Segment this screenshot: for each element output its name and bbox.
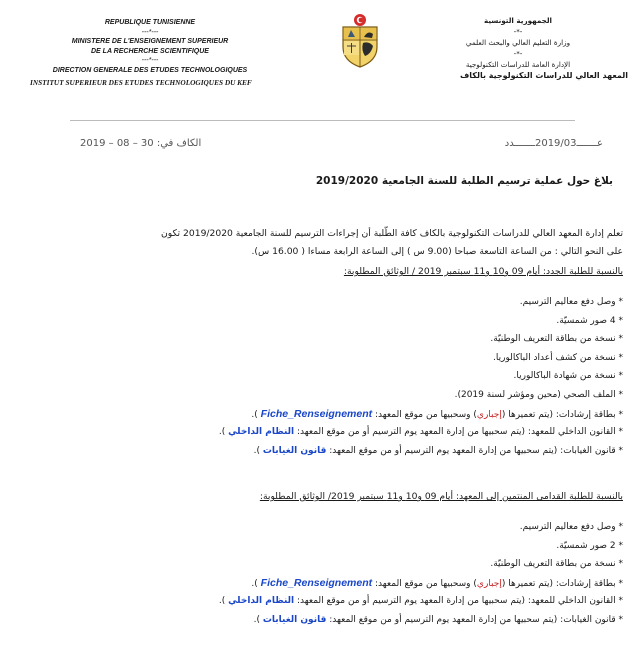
header-separator: ---*--- bbox=[141, 57, 159, 64]
header-french bbox=[30, 18, 260, 88]
absence-rules-link[interactable]: قانون الغيابات bbox=[262, 445, 327, 456]
reference-row bbox=[80, 138, 603, 156]
header-separator: -*- bbox=[513, 27, 523, 36]
required-label: إجباري bbox=[476, 578, 502, 589]
absence-rules-link[interactable]: قانون الغيابات bbox=[262, 614, 327, 625]
section-old-heading: بالنسبة للطلبة القدامى المنتمين إلى المعهد: أيام 09 و10 و11 سبتمبر 2019/ الوثائق المطلوبة: bbox=[259, 491, 623, 502]
list-item: * وصل دفع معاليم الترسيم. bbox=[519, 522, 623, 532]
header-divider bbox=[70, 120, 575, 121]
intro-line-1: تعلم إدارة المعهد العالي للدراسات التكنولوجية بالكاف كافة الطّلبة أن إجراءات الترسيم للسنة الجامعية 2019/2020 تكون bbox=[160, 228, 623, 239]
header-separator: -*- bbox=[513, 49, 523, 58]
required-label: إجباري bbox=[476, 409, 502, 420]
document-date: الكاف في: 30 – 08 – 2019 bbox=[80, 138, 202, 149]
header-country-fr: REPUBLIQUE TUNISIENNE bbox=[104, 19, 196, 26]
list-item-absence-rules: * قانون الغيابات: (يتم سحبيها من إدارة المعهد يوم الترسيم أو من موقع المعهد: قانون الغيابات ). bbox=[253, 445, 623, 456]
document-number: عـــــــ2019/03ـــــــدد bbox=[504, 138, 603, 149]
internal-rules-link[interactable]: النظام الداخلي bbox=[228, 596, 295, 607]
list-item: * وصل دفع معاليم الترسيم. bbox=[519, 297, 623, 307]
header-ministry-fr-1: MINISTERE DE L'ENSEIGNEMENT SUPERIEUR bbox=[71, 38, 229, 45]
header-ministry-ar: وزارة التعليم العالي والبحث العلمي bbox=[465, 38, 571, 47]
header-country-ar: الجمهورية التونسية bbox=[483, 16, 553, 25]
tunisia-coat-of-arms-icon bbox=[339, 13, 381, 69]
header-arabic bbox=[423, 15, 628, 81]
list-item: * نسخة من كشف أعداد الباكالوريا. bbox=[493, 352, 623, 363]
list-item: * نسخة من بطاقة التعريف الوطنيّة. bbox=[490, 559, 623, 570]
header-institute-fr: INSTITUT SUPERIEUR DES ETUDES TECHNOLOGIQUES DU KEF bbox=[30, 78, 252, 87]
intro-line-2: على النحو التالي : من الساعة التاسعة صباحا (9.00 س ) إلى الساعة الرابعة مساءا ( 16.00 س). bbox=[251, 246, 623, 257]
list-item: * الملف الصحي (محين ومؤشر لسنة 2019). bbox=[454, 389, 623, 400]
list-item: * نسخة من شهادة الباكالوريا. bbox=[513, 371, 623, 382]
header-direction-ar: الإدارة العامة للدراسات التكنولوجية bbox=[465, 60, 571, 69]
internal-rules-link[interactable]: النظام الداخلي bbox=[228, 427, 295, 438]
list-item: * نسخة من بطاقة التعريف الوطنيّة. bbox=[490, 334, 623, 345]
header-ministry-fr-2: DE LA RECHERCHE SCIENTIFIQUE bbox=[91, 47, 209, 55]
header-institute-ar: المعهد العالي للدراسات التكنولوجية بالكاف bbox=[460, 71, 628, 80]
section-new-heading: بالنسبة للطلبة الجدد: أيام 09 و10 و11 سبتمبر 2019 / الوثائق المطلوبة: bbox=[343, 266, 623, 277]
header-separator: ---*--- bbox=[141, 28, 159, 36]
list-item-absence-rules: * قانون الغيابات: (يتم سحبيها من إدارة المعهد يوم الترسيم أو من موقع المعهد: قانون الغيابات ). bbox=[253, 614, 623, 625]
fiche-renseignement-link[interactable]: Fiche_Renseignement bbox=[260, 576, 373, 589]
list-item-info-card: * بطاقة إرشادات: (يتم تعميرها (إجباري) وسحبيها من موقع المعهد: Fiche_Renseignement ). bbox=[251, 407, 623, 420]
intro-paragraph bbox=[18, 225, 623, 261]
list-item: * 2 صور شمسيّة. bbox=[556, 540, 623, 551]
header-direction-fr: DIRECTION GENERALE DES ETUDES TECHNOLOGIQUES bbox=[52, 66, 248, 74]
notice-title: بلاغ حول عملية ترسيم الطلبة للسنة الجامعية 2019/2020 bbox=[315, 175, 613, 187]
list-item-info-card: * بطاقة إرشادات: (يتم تعميرها (إجباري) وسحبيها من موقع المعهد: Fiche_Renseignement ). bbox=[251, 576, 623, 589]
list-item: * 4 صور شمسيّة. bbox=[556, 315, 623, 326]
fiche-renseignement-link[interactable]: Fiche_Renseignement bbox=[260, 407, 373, 420]
section-new-students bbox=[18, 263, 623, 460]
section-returning-students bbox=[18, 488, 623, 630]
list-item-internal-rules: * القانون الداخلي للمعهد: (يتم سحبيها من إدارة المعهد يوم الترسيم أو من موقع المعهد: النظام الداخلي ). bbox=[218, 596, 623, 607]
list-item-internal-rules: * القانون الداخلي للمعهد: (يتم سحبيها من إدارة المعهد يوم الترسيم أو من موقع المعهد: النظام الداخلي ). bbox=[218, 427, 623, 438]
